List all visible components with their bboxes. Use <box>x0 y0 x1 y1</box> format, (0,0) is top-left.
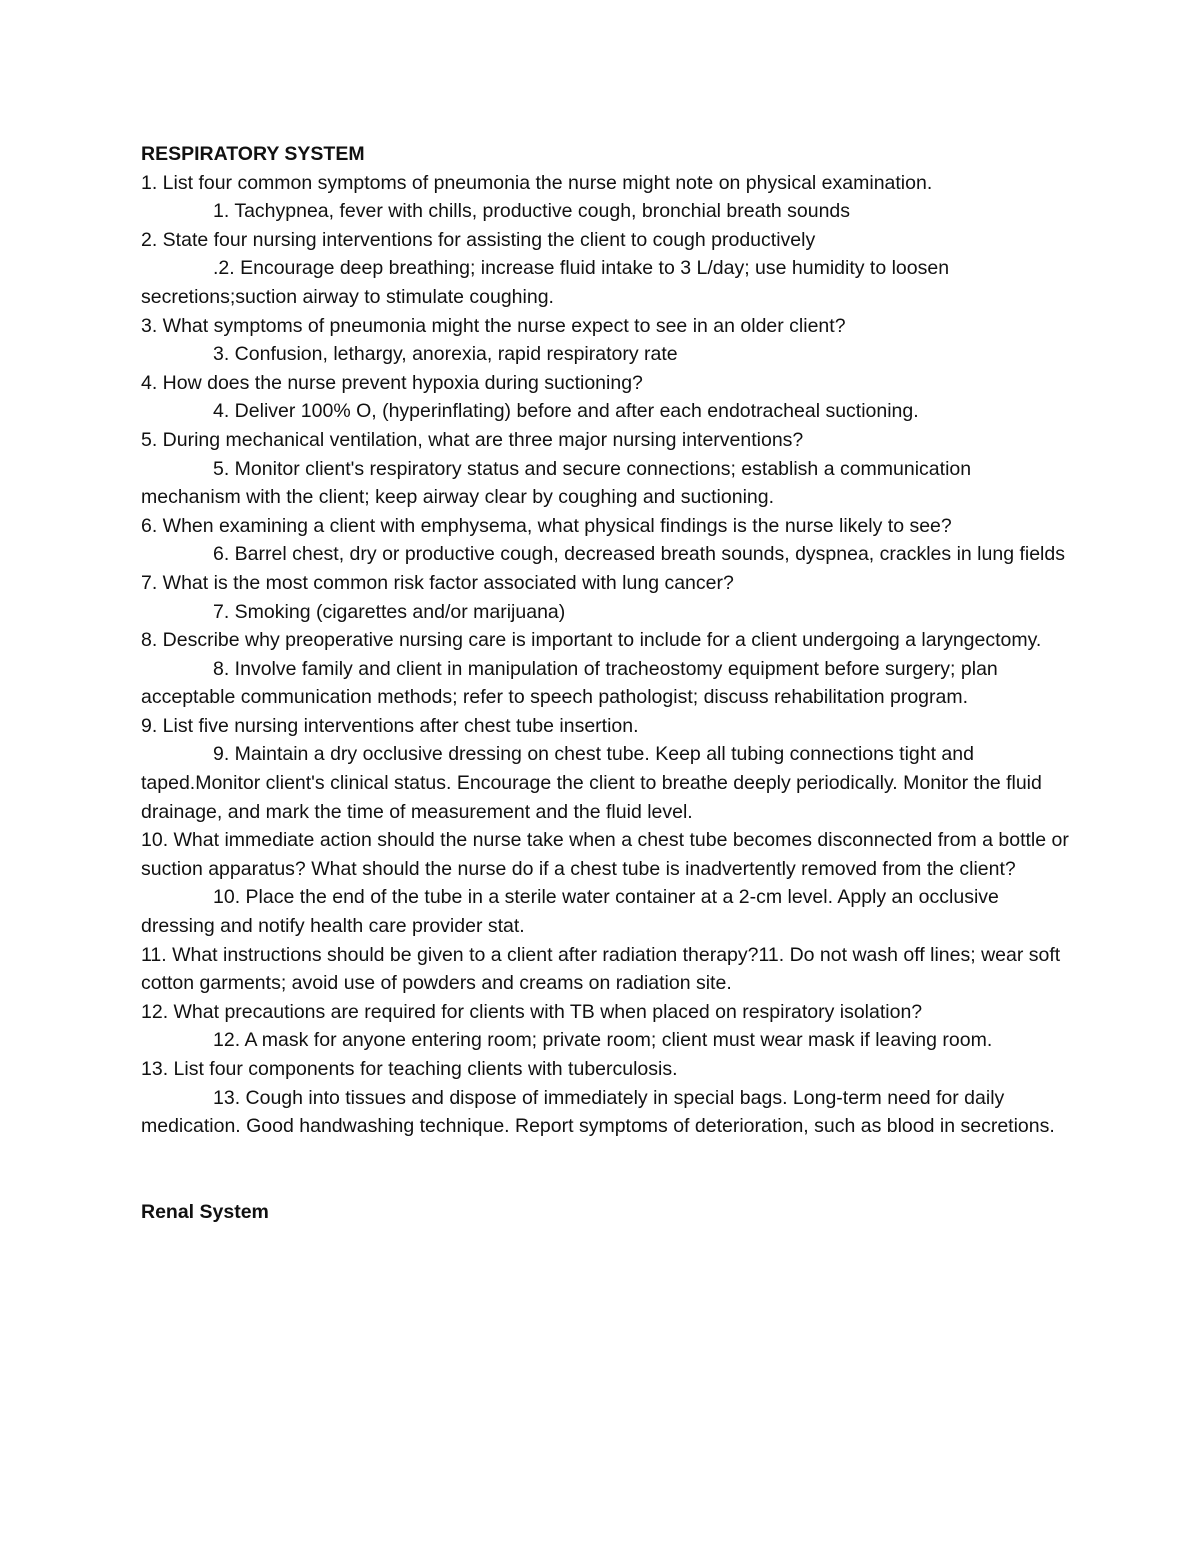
answer-2: .2. Encourage deep breathing; increase fluid intake to 3 L/day; use humidity to loosen secretions;suction airway to stimulate coughing. <box>141 257 950 308</box>
answer-9: 9. Maintain a dry occlusive dressing on chest tube. Keep all tubing connections tight and taped.Monitor client's clinical status. Encourage the client to breathe deeply periodically. Monitor the fluid drainage, and mark the time of measurement and the fluid level. <box>141 743 1042 823</box>
question-4: 4. How does the nurse prevent hypoxia during suctioning? <box>141 371 643 394</box>
question-8: 8. Describe why preoperative nursing care is important to include for a client undergoing a laryngectomy. <box>141 629 1042 652</box>
heading-respiratory-system: RESPIRATORY SYSTEM <box>141 143 365 165</box>
question-7: 7. What is the most common risk factor associated with lung cancer? <box>141 571 734 594</box>
question-3: 3. What symptoms of pneumonia might the nurse expect to see in an older client? <box>141 314 846 337</box>
question-10: 10. What immediate action should the nurse take when a chest tube becomes disconnected from a bottle or suction apparatus? What should the nurse do if a chest tube is inadvertently removed from the client? <box>141 829 1069 880</box>
question-5: 5. During mechanical ventilation, what are three major nursing interventions? <box>141 428 804 451</box>
answer-10: 10. Place the end of the tube in a sterile water container at a 2-cm level. Apply an occlusive dressing and notify health care provider stat. <box>141 886 999 938</box>
document-page <box>141 140 1071 1226</box>
answer-3: 3. Confusion, lethargy, anorexia, rapid respiratory rate <box>213 343 678 366</box>
answer-7: 7. Smoking (cigarettes and/or marijuana) <box>213 600 566 623</box>
question-6: 6. When examining a client with emphysema, what physical findings is the nurse likely to see? <box>141 514 952 537</box>
question-13: 13. List four components for teaching clients with tuberculosis. <box>141 1058 678 1080</box>
answer-13: 13. Cough into tissues and dispose of immediately in special bags. Long-term need for daily medication. Good handwashing technique. Report symptoms of deterioration, such as blood in secretions. <box>141 1086 1055 1138</box>
answer-12: 12. A mask for anyone entering room; private room; client must wear mask if leaving room. <box>213 1029 993 1052</box>
question-2: 2. State four nursing interventions for assisting the client to cough productively <box>141 228 816 251</box>
section-spacer <box>141 1141 1071 1198</box>
question-9: 9. List five nursing interventions after chest tube insertion. <box>141 714 639 737</box>
answer-6: 6. Barrel chest, dry or productive cough, decreased breath sounds, dyspnea, crackles in lung fields <box>213 543 1065 566</box>
heading-renal-system: Renal System <box>141 1200 269 1223</box>
answer-4: 4. Deliver 100% O, (hyperinflating) before and after each endotracheal suctioning. <box>213 400 919 423</box>
question-12: 12. What precautions are required for clients with TB when placed on respiratory isolation? <box>141 1000 923 1023</box>
question-1: 1. List four common symptoms of pneumonia the nurse might note on physical examination. <box>141 171 933 194</box>
question-11: 11. What instructions should be given to a client after radiation therapy?11. Do not wash off lines; wear soft cotton garments; avoid use of powders and creams on radiation site. <box>141 943 1061 995</box>
answer-8: 8. Involve family and client in manipulation of tracheostomy equipment before surgery; plan acceptable communication methods; refer to speech pathologist; discuss rehabilitation program. <box>141 657 998 709</box>
answer-1: 1. Tachypnea, fever with chills, productive cough, bronchial breath sounds <box>213 200 851 223</box>
answer-5: 5. Monitor client's respiratory status and secure connections; establish a communication mechanism with the client; keep airway clear by coughing and suctioning. <box>141 457 972 509</box>
